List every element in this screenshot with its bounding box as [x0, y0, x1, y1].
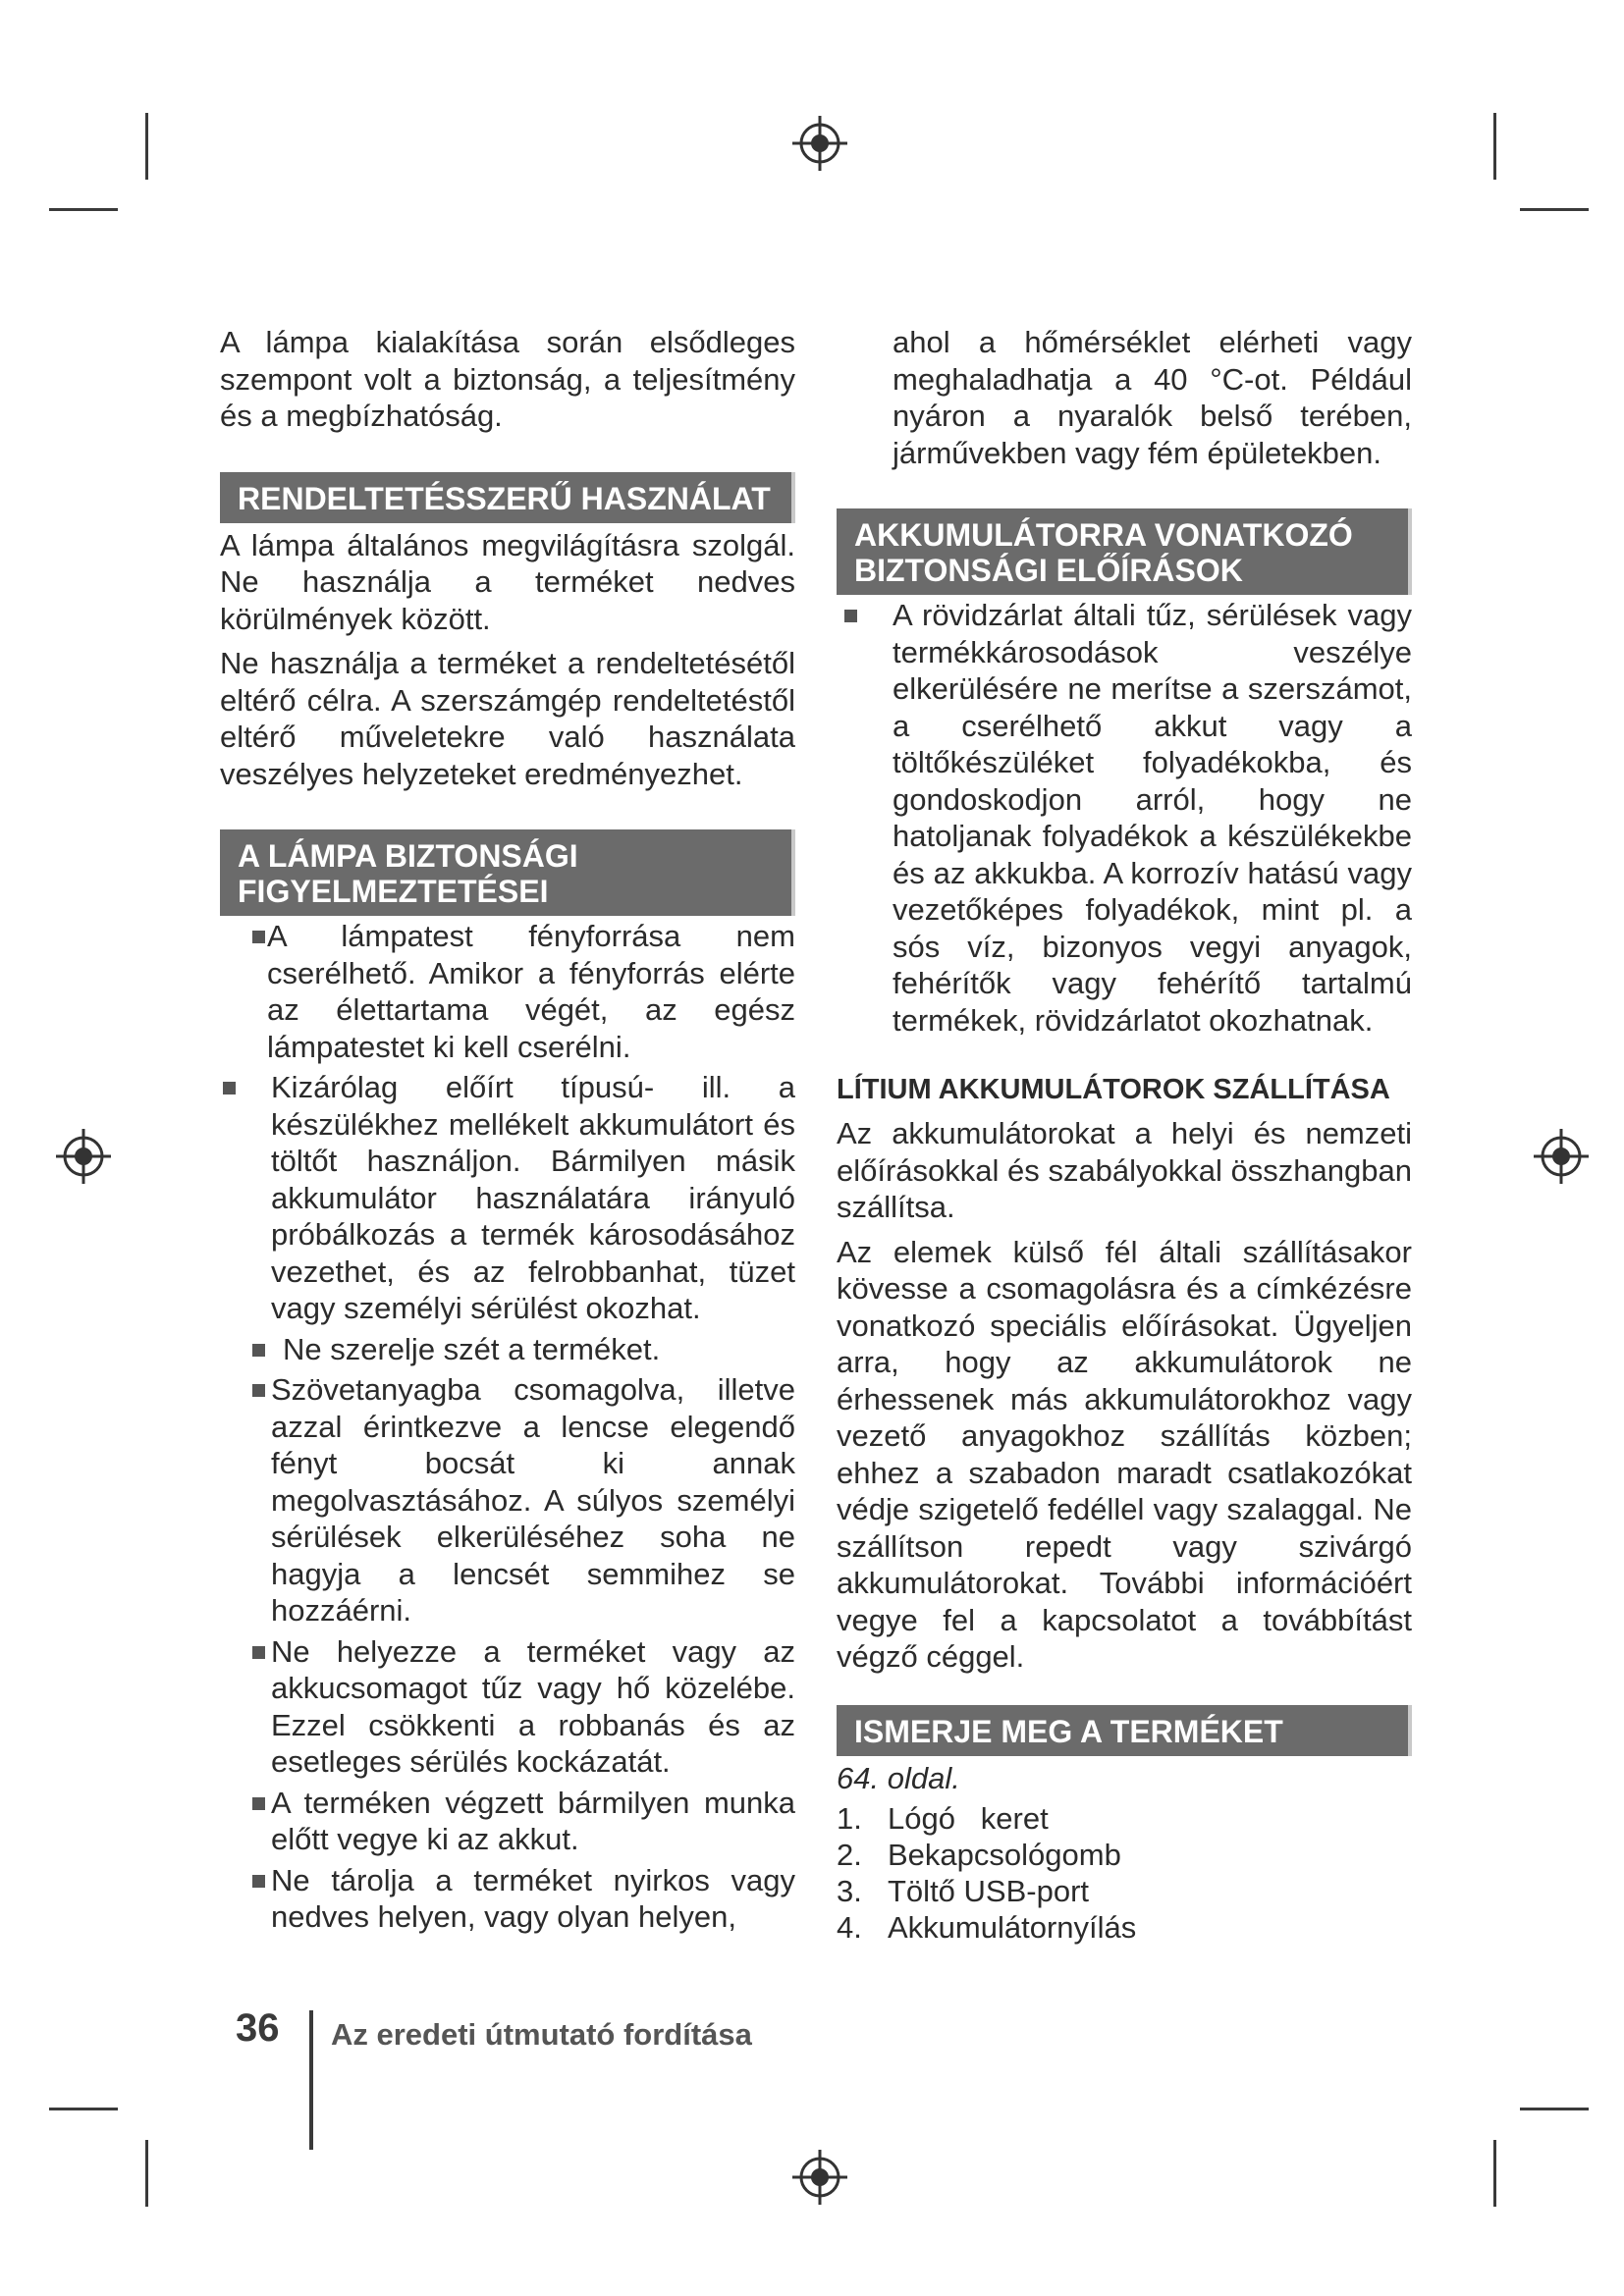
- battery-safety-list: [837, 597, 1412, 1039]
- footer-divider: [309, 2010, 313, 2150]
- list-item: [837, 1909, 1412, 1946]
- list-item: [220, 1633, 795, 1781]
- list-item-text: Töltő USB-port: [888, 1874, 1090, 1908]
- bullet-icon: [252, 931, 265, 943]
- section-heading-text: RENDELTETÉSSZERŰ HASZNÁLAT: [238, 480, 771, 516]
- lamp-safety-list: [220, 918, 795, 1936]
- section-heading-lamp-safety: [220, 829, 795, 916]
- list-item: [220, 1371, 795, 1629]
- bullet-icon: [223, 1082, 236, 1095]
- crop-mark: [1520, 208, 1589, 211]
- bullet-icon: [252, 1875, 265, 1888]
- list-item-text: A terméken végzett bármilyen munka előtt vegye ki az akkut.: [271, 1785, 795, 1856]
- transport-paragraph: Az elemek külső fél általi szállításakor kövesse a csomagolásra és a címkézésre vonatkozó speciális előírásokat. Ügyeljen arra, hogy az akkumulátorok ne érhessenek más akkumulátorokhoz vagy vezető anyagokhoz szállítás közben; ehhez a szabadon maradt csatlakozókat védje szigetelő fedéllel vagy szalaggal. Ne szállítson repedt vagy szivárgó akkumulátorokat. További információért vegye fel a kapcsolatot a továbbítást végző céggel.: [837, 1234, 1412, 1674]
- list-item-text: Akkumulátornyílás: [888, 1910, 1137, 1945]
- product-parts-list: [837, 1800, 1412, 1946]
- list-item-text: Szövetanyagba csomagolva, illetve azzal érintkezve a lencse elegendő fényt bocsát ki annak megolvasztásához. A súlyos személyi sérülések elkerüléséhez soha ne hagyja a lencsét semmihez se hozzáérni.: [271, 1372, 795, 1628]
- list-number: 2.: [837, 1838, 862, 1872]
- crop-mark: [1520, 2108, 1589, 2110]
- list-item: [220, 1069, 795, 1327]
- crop-mark: [1493, 113, 1496, 180]
- page-reference: 64. oldal.: [837, 1760, 960, 1795]
- list-item: [837, 1837, 1412, 1873]
- list-item: [220, 1331, 795, 1368]
- crop-mark: [49, 2108, 118, 2110]
- section-heading-battery-safety: [837, 508, 1412, 595]
- bullet-icon: [252, 1384, 265, 1397]
- list-item-text: Bekapcsológomb: [888, 1838, 1121, 1872]
- registration-mark-icon: [54, 1127, 113, 1186]
- section-heading-text: BIZTONSÁGI ELŐÍRÁSOK: [854, 553, 1243, 588]
- list-item-text: A lámpatest fényforrása nem cserélhető. Amikor a fényforrás elérte az élettartama végét, az egész lámpatestet ki kell cserélni.: [267, 919, 795, 1064]
- section-heading-text: AKKUMULÁTORRA VONATKOZÓ: [854, 517, 1353, 553]
- crop-mark: [1493, 2140, 1496, 2207]
- intended-use-paragraph: Ne használja a terméket a rendeltetésétől eltérő célra. A szerszámgép rendeltetéstől eltérő műveletekre való használata veszélyes helyzeteket eredményezhet.: [220, 646, 795, 791]
- list-number: 1.: [837, 1801, 862, 1836]
- registration-mark-icon: [790, 114, 849, 173]
- continued-paragraph: ahol a hőmérséklet elérheti vagy meghaladhatja a 40 °C-ot. Például nyáron a nyaralók belső terében, járművekben vagy fém épületekben.: [893, 325, 1412, 470]
- bullet-icon: [252, 1344, 265, 1357]
- right-column: [837, 324, 1412, 1946]
- section-heading-text: A LÁMPA BIZTONSÁGI: [238, 838, 578, 874]
- list-number: 4.: [837, 1910, 862, 1945]
- intro-paragraph: A lámpa kialakítása során elsődleges szempont volt a biztonság, a teljesítmény és a megbízhatóság.: [220, 325, 795, 433]
- crop-mark: [49, 208, 118, 211]
- list-item-text: Ne helyezze a terméket vagy az akkucsomagot tűz vagy hő közelébe. Ezzel csökkenti a robbanás és az esetleges sérülés kockázatát.: [271, 1633, 795, 1779]
- list-item-text: Ne tárolja a terméket nyirkos vagy nedves helyen, vagy olyan helyen,: [271, 1862, 795, 1934]
- registration-mark-icon: [1532, 1127, 1591, 1186]
- list-item-text: Kizárólag előírt típusú- ill. a készülékhez mellékelt akkumulátort és töltőt használjon. Bármilyen másik akkumulátor használatára irányuló próbálkozás a termék károsodásához vezethet, és az felrobbanhat, tüzet vagy személyi sérülést okozhat.: [271, 1070, 795, 1325]
- crop-mark: [145, 2140, 148, 2207]
- section-heading-text: ISMERJE MEG A TERMÉKET: [854, 1713, 1283, 1749]
- section-heading-know-product: [837, 1705, 1412, 1756]
- bullet-icon: [844, 610, 857, 622]
- list-item-text: Ne szerelje szét a terméket.: [283, 1331, 661, 1366]
- left-column: [220, 324, 795, 1940]
- crop-mark: [145, 113, 148, 180]
- list-item: [220, 1862, 795, 1936]
- list-item: [837, 1800, 1412, 1837]
- registration-mark-icon: [790, 2148, 849, 2207]
- list-item-text: Lógó keret: [888, 1801, 1049, 1836]
- list-item: [220, 1785, 795, 1858]
- list-item: [837, 597, 1412, 1039]
- intended-use-paragraph: A lámpa általános megvilágításra szolgál. Ne használja a terméket nedves körülmények között.: [220, 527, 795, 636]
- list-number: 3.: [837, 1874, 862, 1908]
- page-number: 36: [236, 2006, 280, 2050]
- bullet-icon: [252, 1646, 265, 1659]
- bullet-icon: [252, 1797, 265, 1810]
- list-item: [837, 1873, 1412, 1909]
- list-item-text: A rövidzárlat általi tűz, sérülések vagy termékkárosodások veszélye elkerülésére ne merítse a szerszámot, a cserélhető akkut vagy a töltőkészüléket folyadékokba, és gondoskodjon arról, hogy ne hatoljanak folyadékok a készülékekbe és az akkukba. A korrozív hatású vagy vezetőképes folyadékok, mint pl. a sós víz, bizonyos vegyi anyagok, fehérítők vagy fehérítő tartalmú termékek, rövidzárlatot okozhatnak.: [893, 598, 1412, 1038]
- section-heading-text: FIGYELMEZTETÉSEI: [238, 874, 549, 909]
- footer-caption: Az eredeti útmutató fordítása: [331, 2017, 752, 2052]
- section-heading-intended-use: [220, 472, 795, 523]
- transport-paragraph: Az akkumulátorokat a helyi és nemzeti előírásokkal és szabályokkal összhangban szállítsa.: [837, 1116, 1412, 1224]
- list-item: [220, 918, 795, 1065]
- section-heading-lithium-transport: LÍTIUM AKKUMULÁTOROK SZÁLLÍTÁSA: [837, 1074, 1390, 1105]
